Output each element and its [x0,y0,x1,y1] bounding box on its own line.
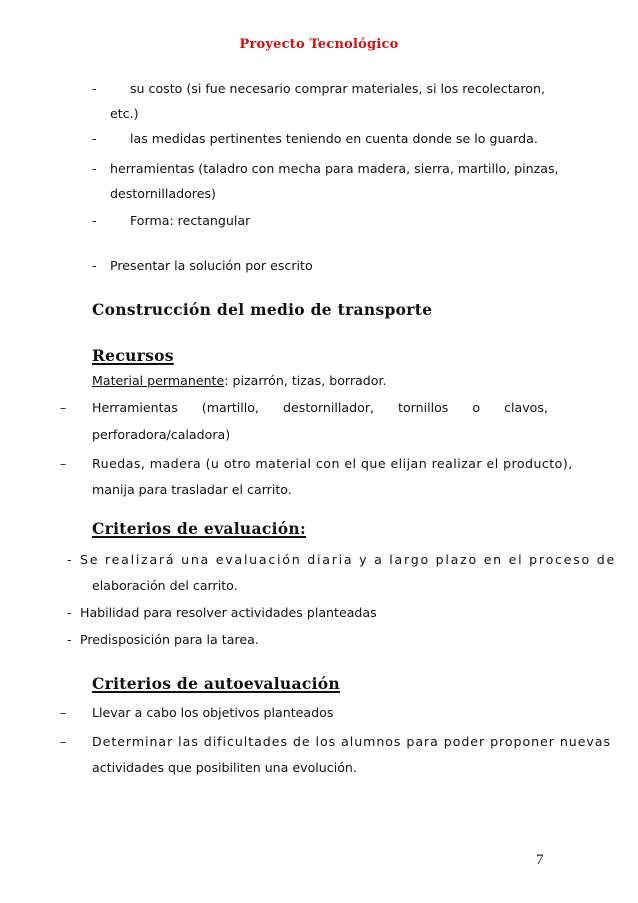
autoevaluacion-item-dificultades-cont: actividades que posibiliten una evolución. [92,760,357,775]
heading-criterios-evaluacion: Criterios de evaluación: [92,519,306,538]
heading-criterios-autoevaluacion: Criterios de autoevaluación [92,674,340,693]
recursos-item-herramientas [92,400,548,416]
list-marker: - [67,632,72,647]
list-item-forma: Forma: rectangular [130,213,251,228]
list-item-herramientas-cont: destornilladores) [110,186,216,201]
list-item-medidas: las medidas pertinentes teniendo en cuenta donde se lo guarda. [130,131,538,146]
heading-construccion: Construcción del medio de transporte [92,300,433,319]
list-marker: - [67,605,72,620]
word: clavos, [504,400,548,415]
list-marker: - [92,258,97,273]
list-item-costo-cont: etc.) [110,106,139,121]
heading-recursos: Recursos [92,346,174,365]
autoevaluacion-item-objetivos: Llevar a cabo los objetivos planteados [92,705,334,720]
material-permanente-text: : pizarrón, tizas, borrador. [224,373,387,388]
evaluacion-item-habilidad: Habilidad para resolver actividades planteadas [80,605,377,620]
list-marker: - [92,81,97,96]
recursos-item-herramientas-cont: perforadora/caladora) [92,427,231,442]
recursos-item-ruedas-cont: manija para trasladar el carrito. [92,482,292,497]
list-marker: – [60,400,67,415]
material-permanente-line [92,373,386,389]
recursos-item-ruedas: Ruedas, madera (u otro material con el que elijan realizar el producto), [92,456,573,471]
word: tornillos [398,400,449,415]
list-marker: – [60,734,67,749]
word: destornillador, [283,400,375,415]
list-marker: – [60,456,67,471]
word: o [472,400,481,415]
page-number: 7 [536,852,544,868]
list-marker: - [67,552,72,567]
list-marker: - [92,161,97,176]
list-marker: – [60,705,67,720]
list-item-presentar: Presentar la solución por escrito [110,258,313,273]
autoevaluacion-item-dificultades: Determinar las dificultades de los alumnos para poder proponer nuevas [92,734,611,749]
material-permanente-label: Material permanente [92,373,225,388]
evaluacion-item-diaria: Se realizará una evaluación diaria y a largo plazo en el proceso de [80,552,616,567]
list-marker: - [92,213,97,228]
page-header-title: Proyecto Tecnológico [239,37,399,52]
word: Herramientas [92,400,178,415]
evaluacion-item-diaria-cont: elaboración del carrito. [92,578,238,593]
evaluacion-item-predisposicion: Predisposición para la tarea. [80,632,259,647]
list-item-herramientas: herramientas (taladro con mecha para madera, sierra, martillo, pinzas, [110,161,559,176]
list-item-costo: su costo (si fue necesario comprar materiales, si los recolectaron, [130,81,545,96]
word: (martillo, [201,400,260,415]
list-marker: - [92,131,97,146]
